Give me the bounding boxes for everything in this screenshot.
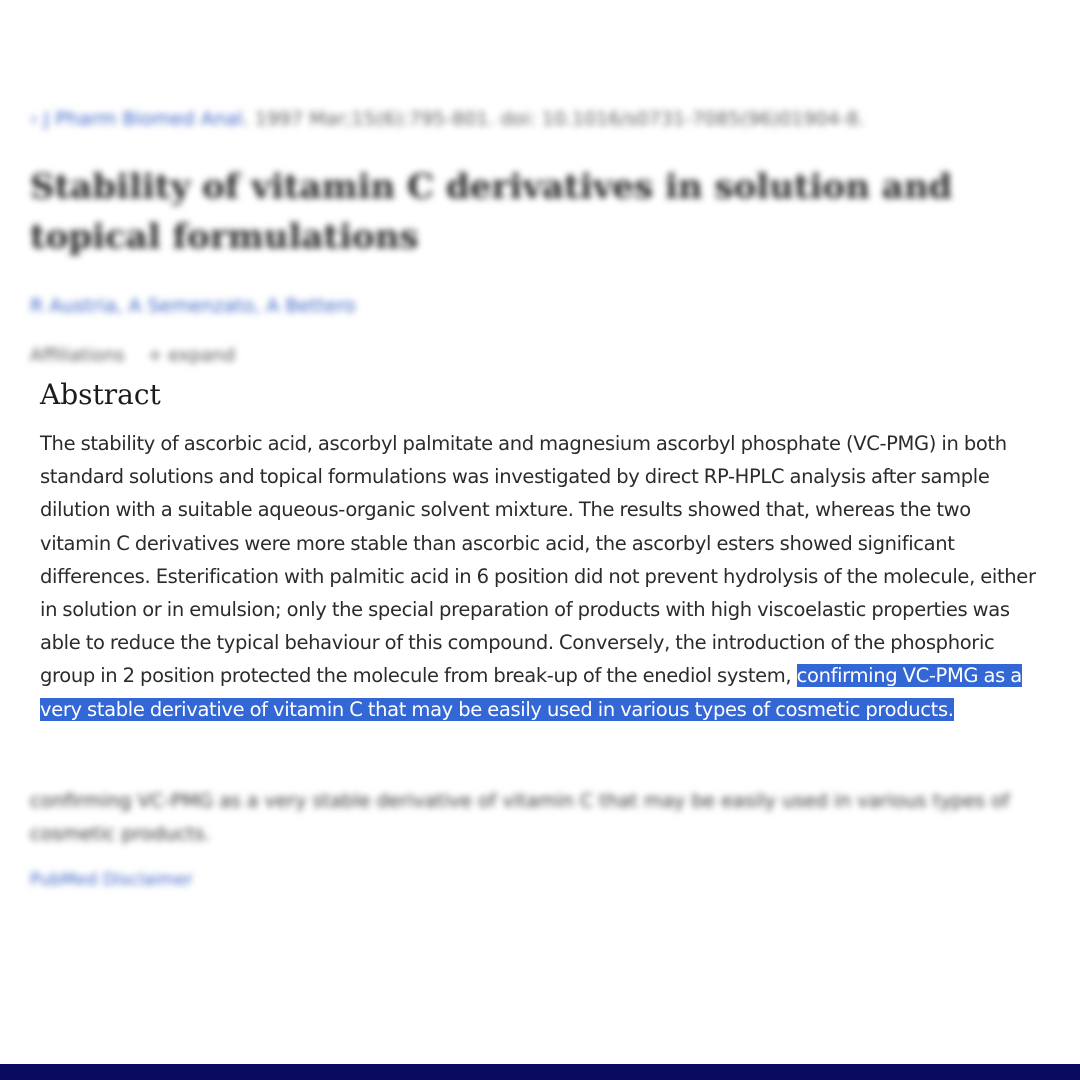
abstract-section (40, 373, 1040, 726)
expand-toggle[interactable]: + expand (147, 345, 236, 366)
article-title: Stability of vitamin C derivatives in solution and topical formulations (30, 167, 953, 257)
bottom-border-bar (0, 1064, 1080, 1080)
affiliations-row (30, 345, 235, 366)
chevron-right-icon: › (30, 108, 38, 130)
selected-text-highlight[interactable]: confirming VC-PMG as a very stable derivative of vitamin C that may be easily used in various types of cosmetic products. (40, 664, 1022, 721)
journal-link[interactable]: J Pharm Biomed Anal (43, 108, 243, 130)
abstract-text[interactable] (40, 427, 1040, 726)
abstract-heading: Abstract (40, 378, 161, 411)
author-list[interactable]: R Austria, A Semenzato, A Bettero (30, 295, 356, 317)
abstract-text-plain: The stability of ascorbic acid, ascorbyl palmitate and magnesium ascorbyl phosphate (VC-PMG) in both standard solutions and topical formulations was investigated by direct RP-HPLC analysis after sample dilution with a suitable aqueous-organic solvent mixture. The results showed that, whereas the two vitamin C derivatives were more stable than ascorbic acid, the ascorbyl esters showed significant differences. Esterification with palmitic acid in 6 position did not prevent hydrolysis of the molecule, either in solution or in emulsion; only the special preparation of products with high viscoelastic properties was able to reduce the typical behaviour of this compound. Conversely, the introduction of the phosphoric group in 2 position protected the molecule from break-up of the enediol system, (40, 432, 1036, 688)
citation-details: . 1997 Mar;15(6):795-801. doi: 10.1016/s0731-7085(96)01904-8. (242, 108, 865, 130)
citation-line (30, 108, 865, 130)
affiliations-label: Affiliations (30, 345, 125, 366)
pubmed-disclaimer-link[interactable]: PubMed Disclaimer (30, 870, 193, 890)
background-paragraph: confirming VC-PMG as a very stable derivative of vitamin C that may be easily used in various types of cosmetic products. (30, 790, 1010, 845)
